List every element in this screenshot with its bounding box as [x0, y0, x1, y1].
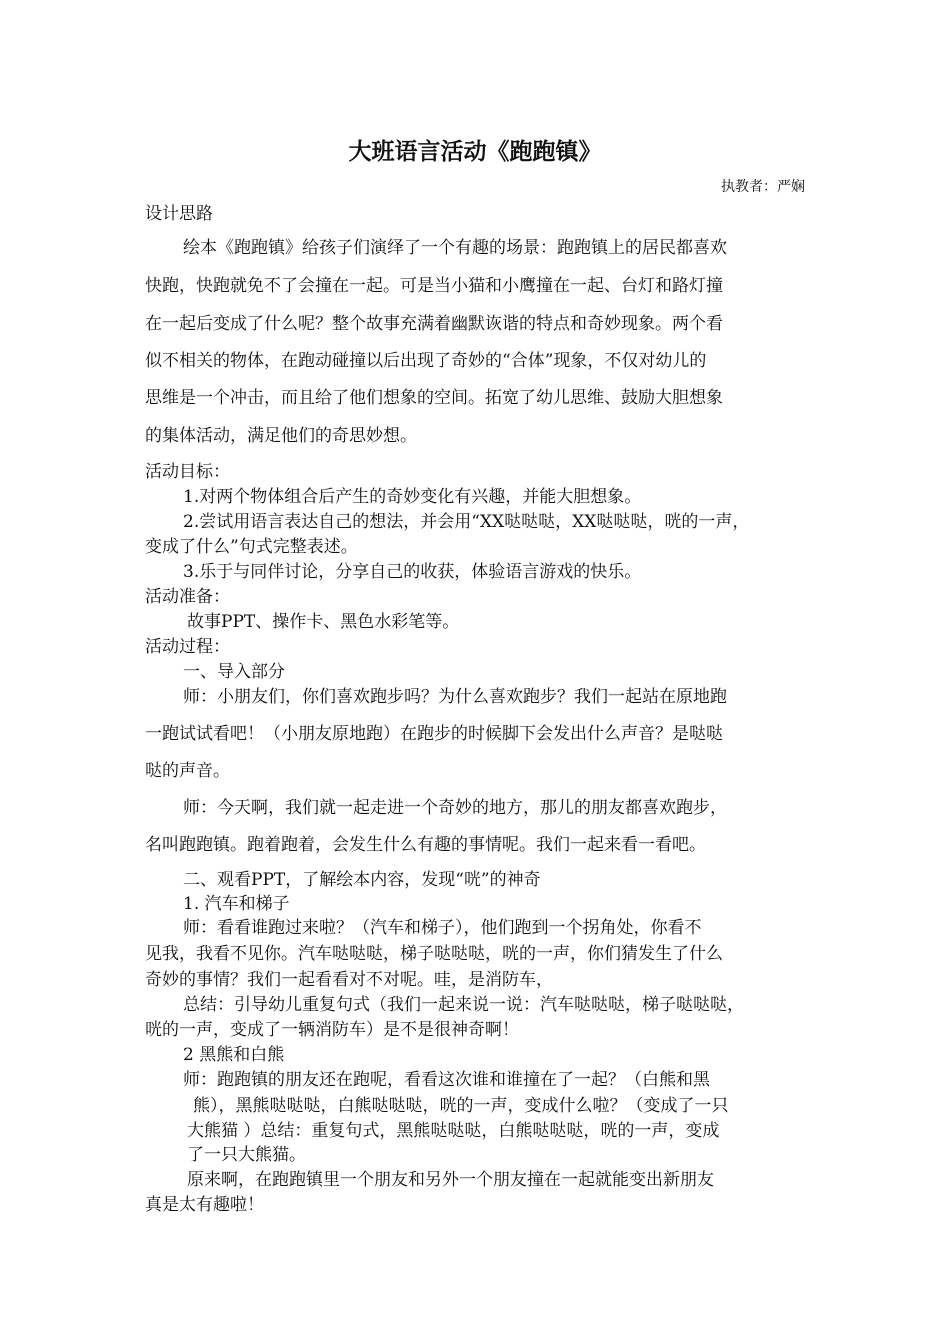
sub1-summary-line: 总结：引导幼儿重复句式（我们一起来说一说：汽车哒哒哒，梯子哒哒哒，: [183, 995, 744, 1015]
part1-line: 哒的声音。: [145, 761, 230, 781]
prep-text: 故事PPT、操作卡、黑色水彩笔等。: [187, 612, 460, 632]
sub2-line: 师：跑跑镇的朋友还在跑呢，看看这次谁和谁撞在了一起？（白熊和黑: [183, 1070, 710, 1090]
section-heading-process: 活动过程：: [145, 637, 230, 657]
sub1-line: 见我，我看不见你。汽车哒哒哒，梯子哒哒哒，咣的一声，你们猜发生了什么: [145, 944, 723, 964]
sub1-summary-line: 咣的一声，变成了一辆消防车）是不是很神奇啊！: [145, 1020, 519, 1040]
goal-line: 变成了什么”句式完整表述。: [145, 537, 358, 557]
closing-line: 原来啊，在跑跑镇里一个朋友和另外一个朋友撞在一起就能变出新朋友: [187, 1170, 714, 1190]
sub2-line: 了一只大熊猫。: [187, 1145, 306, 1165]
document-title: 大班语言活动《跑跑镇》: [348, 139, 602, 165]
sub1-line: 奇妙的事情？我们一起看看对不对呢。哇，是消防车，: [145, 970, 553, 990]
section-heading-prep: 活动准备：: [145, 587, 230, 607]
part1-line: 名叫跑跑镇。跑着跑着，会发生什么有趣的事情呢。我们一起来看一看吧。: [145, 835, 706, 855]
part1-line: 一跑试试看吧！（小朋友原地跑）在跑步的时候脚下会发出什么声音？是哒哒: [145, 724, 723, 744]
sub2-line: 熊），黑熊哒哒哒，白熊哒哒哒，咣的一声，变成什么啦？（变成了一只: [193, 1096, 729, 1116]
sub2-line: 大熊猫 ）总结：重复句式，黑熊哒哒哒，白熊哒哒哒，咣的一声，变成: [187, 1121, 720, 1141]
part1-line: 师：今天啊，我们就一起走进一个奇妙的地方，那儿的朋友都喜欢跑步，: [183, 798, 727, 818]
part1-heading: 一、导入部分: [183, 662, 285, 682]
goal-line: 2.尝试用语言表达自己的想法，并会用“XX哒哒哒，XX哒哒哒，咣的一声，: [183, 512, 750, 532]
goal-line: 1.对两个物体组合后产生的奇妙变化有兴趣，并能大胆想象。: [183, 487, 642, 507]
design-line: 绘本《跑跑镇》给孩子们演绎了一个有趣的场景：跑跑镇上的居民都喜欢: [183, 238, 727, 258]
sub2-heading: 2 黑熊和白熊: [183, 1045, 285, 1065]
part2-heading: 二、观看PPT，了解绘本内容，发现“咣”的神奇: [183, 870, 541, 890]
design-line: 在一起后变成了什么呢？整个故事充满着幽默诙谐的特点和奇妙现象。两个看: [145, 314, 723, 334]
design-line: 的集体活动，满足他们的奇思妙想。: [145, 426, 417, 446]
author-line: 执教者：严娴: [721, 179, 805, 195]
closing-line: 真是太有趣啦！: [145, 1195, 264, 1215]
design-line: 思维是一个冲击，而且给了他们想象的空间。拓宽了幼儿思维、鼓励大胆想象: [145, 388, 723, 408]
design-line: 似不相关的物体，在跑动碰撞以后出现了奇妙的“合体”现象，不仅对幼儿的: [145, 351, 707, 371]
goal-line: 3.乐于与同伴讨论，分享自己的收获，体验语言游戏的快乐。: [183, 562, 642, 582]
sub1-heading: 1. 汽车和梯子: [183, 894, 290, 914]
sub1-line: 师：看看谁跑过来啦？（汽车和梯子），他们跑到一个拐角处，你看不: [183, 918, 702, 938]
design-line: 快跑，快跑就免不了会撞在一起。可是当小猫和小鹰撞在一起、台灯和路灯撞: [145, 276, 723, 296]
section-heading-design: 设计思路: [145, 204, 213, 224]
part1-line: 师：小朋友们，你们喜欢跑步吗？为什么喜欢跑步？我们一起站在原地跑: [183, 687, 727, 707]
section-heading-goals: 活动目标：: [145, 462, 230, 482]
